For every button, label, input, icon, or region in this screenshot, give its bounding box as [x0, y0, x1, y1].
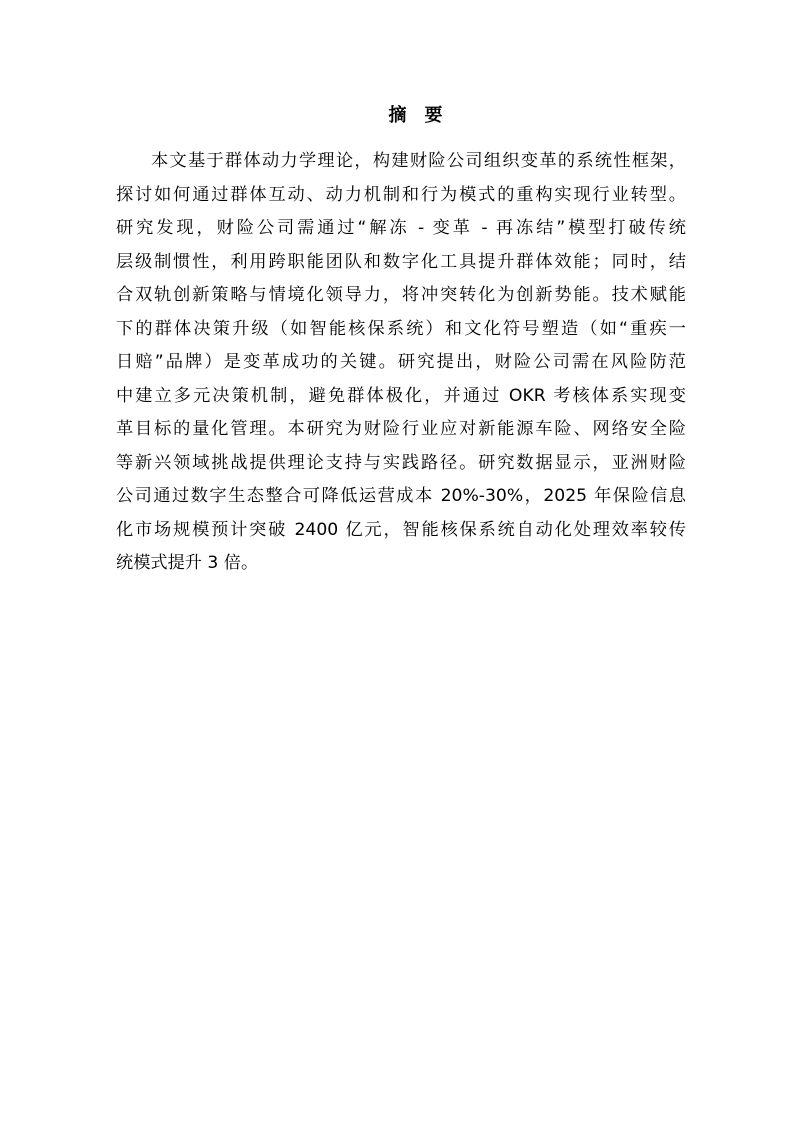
abstract-line: 中建立多元决策机制，避免群体极化，并通过 OKR 考核体系实现变 — [116, 385, 686, 406]
abstract-line: 日赔”品牌）是变革成功的关键。研究提出，财险公司需在风险防范 — [116, 352, 686, 372]
abstract-line: 层级制惯性，利用跨职能团队和数字化工具提升群体效能；同时，结 — [116, 251, 686, 272]
abstract-line: 统模式提升 3 倍。 — [116, 553, 259, 573]
abstract-line: 化市场规模预计突破 2400 亿元，智能核保系统自动化处理效率较传 — [116, 519, 686, 540]
abstract-line: 公司通过数字生态整合可降低运营成本 20%-30%，2025 年保险信息 — [116, 486, 686, 506]
abstract-line: 本文基于群体动力学理论，构建财险公司组织变革的系统性框架， — [151, 151, 686, 171]
abstract-line: 研究发现，财险公司需通过“解冻 - 变革 - 再冻结”模型打破传统 — [116, 218, 686, 238]
abstract-line: 下的群体决策升级（如智能核保系统）和文化符号塑造（如“重疾一 — [116, 318, 686, 339]
abstract-line: 合双轨创新策略与情境化领导力，将冲突转化为创新势能。技术赋能 — [116, 285, 686, 305]
abstract-line: 等新兴领域挑战提供理论支持与实践路径。研究数据显示，亚洲财险 — [116, 452, 686, 473]
abstract-line: 探讨如何通过群体互动、动力机制和行为模式的重构实现行业转型。 — [116, 184, 686, 205]
abstract-line: 革目标的量化管理。本研究为财险行业应对新能源车险、网络安全险 — [116, 419, 686, 439]
abstract-body — [116, 145, 686, 581]
abstract-title: 摘 要 — [388, 105, 443, 126]
